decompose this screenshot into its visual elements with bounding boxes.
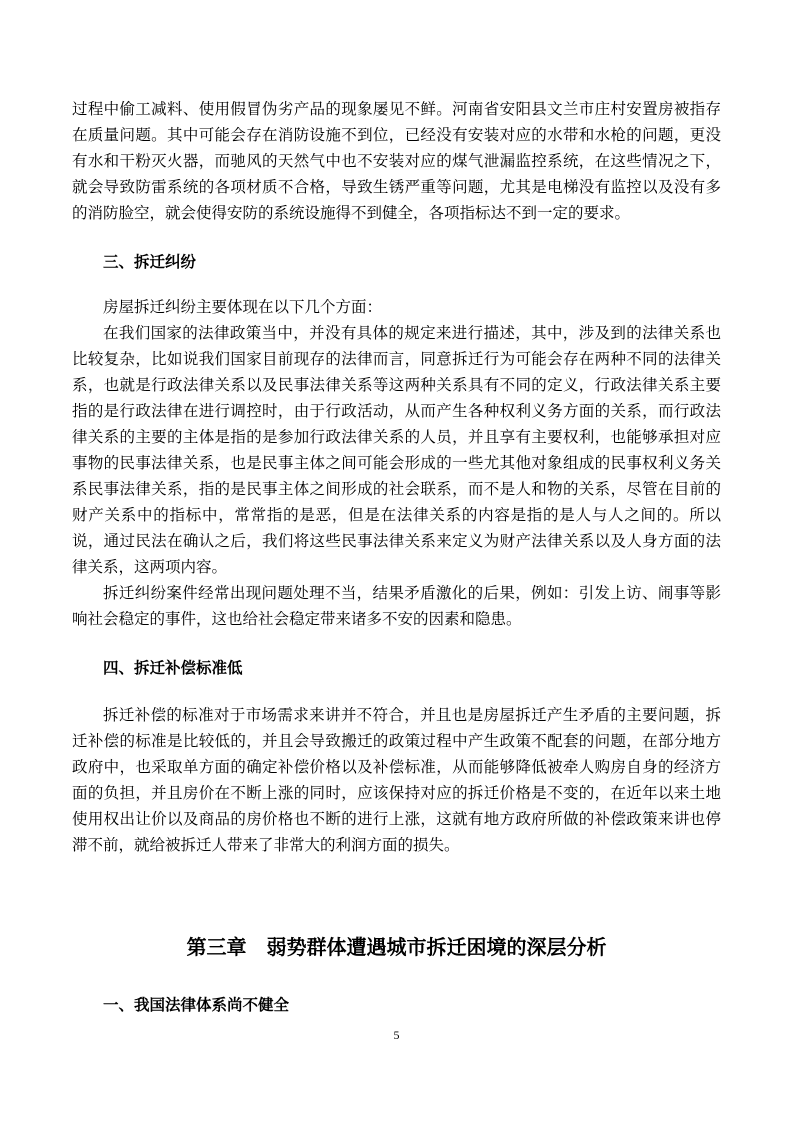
- paragraph-construction-quality: 过程中偷工减料、使用假冒伪劣产品的现象屡见不鲜。河南省安阳县文兰市庄村安置房被指存在质量问题。其中可能会存在消防设施不到位，已经没有安装对应的水带和水枪的问题，更没有水和干粉灭火器，而驰风的天然气中也不安装对应的煤气泄漏监控系统，在这些情况之下，就会导致防雷系统的各项材质不合格，导致生锈严重等问题，尤其是电梯没有监控以及没有多的消防脸空，就会使得安防的系统设施得不到健全，各项指标达不到一定的要求。: [72, 100, 721, 222]
- chapter-title: 第三章 弱势群体遭遇城市拆迁困境的深层分析: [186, 935, 607, 959]
- paragraph-dispute-consequences: 拆迁纠纷案件经常出现问题处理不当，结果矛盾激化的后果，例如：引发上访、闹事等影响社会稳定的事件，这也给社会稳定带来诸多不安的因素和隐患。: [72, 584, 721, 628]
- section-heading-demolition-disputes: 三、拆迁纠纷: [103, 253, 197, 271]
- section-heading-legal-system: 一、我国法律体系尚不健全: [103, 996, 290, 1014]
- paragraph-compensation-standard: 拆迁补偿的标准对于市场需求来讲并不符合，并且也是房屋拆迁产生矛盾的主要问题，拆迁补偿的标准是比较低的，并且会导致搬迁的政策过程中产生政策不配套的问题，在部分地方政府中，也采取单方面的确定补偿价格以及补偿标准，从而能够降低被牵人购房自身的经济方面的负担，并且房价在不断上涨的同时，应该保持对应的拆迁价格是不变的，在近年以来土地使用权出让价以及商品的房价格也不断的进行上涨，这就有地方政府所做的补偿政策来讲也停滞不前，就给被拆迁人带来了非常大的利润方面的损失。: [72, 706, 721, 854]
- paragraph-dispute-intro: 房屋拆迁纠纷主要体现在以下几个方面：: [103, 298, 383, 316]
- paragraph-legal-relations: 在我们国家的法律政策当中，并没有具体的规定来进行描述，其中，涉及到的法律关系也比较复杂，比如说我们国家目前现存的法律而言，同意拆迁行为可能会存在两种不同的法律关系，也就是行政法律关系以及民事法律关系等这两种关系具有不同的定义，行政法律关系主要指的是行政法律在进行调控时，由于行政活动，从而产生各种权利义务方面的关系，而行政法律关系的主要的主体是指的是参加行政法律关系的人员，并且享有主要权利，也能够承担对应事物的民事法律关系，也是民事主体之间可能会形成的一些尤其他对象组成的民事权利义务关系民事法律关系，指的是民事主体之间形成的社会联系，而不是人和物的关系，尽管在目前的财产关系中的指标中，常常指的是恶，但是在法律关系的内容是指的是人与人之间的。所以说，通过民法在确认之后，我们将这些民事法律关系来定义为财产法律关系以及人身方面的法律关系，这两项内容。: [72, 324, 721, 576]
- section-heading-low-compensation: 四、拆迁补偿标准低: [103, 659, 243, 677]
- page-number: 5: [393, 1028, 400, 1042]
